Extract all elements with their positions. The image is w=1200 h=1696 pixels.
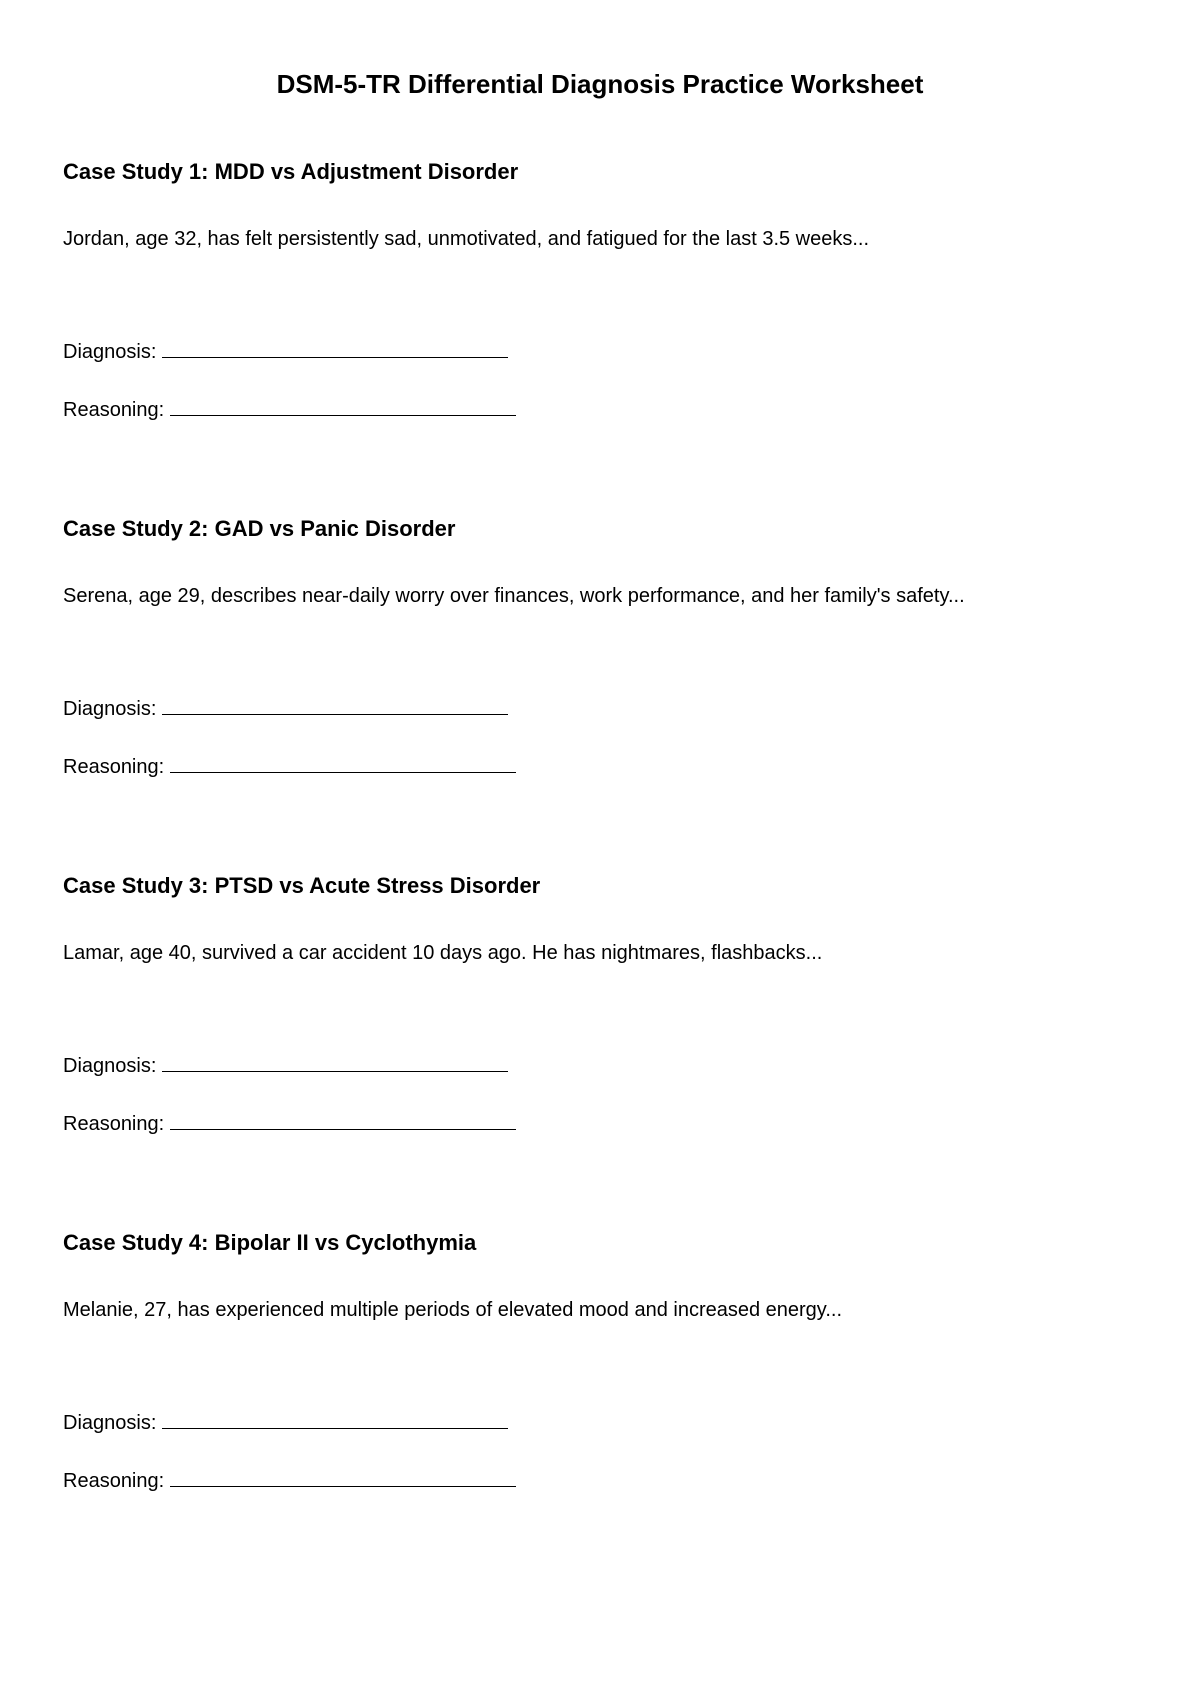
case-description: Lamar, age 40, survived a car accident 10 days ago. He has nightmares, flashbacks... bbox=[63, 942, 823, 964]
reasoning-row bbox=[63, 1111, 516, 1137]
diagnosis-label: Diagnosis: bbox=[63, 698, 157, 720]
reasoning-row bbox=[63, 1468, 516, 1494]
diagnosis-label: Diagnosis: bbox=[63, 341, 157, 363]
reasoning-blank[interactable] bbox=[170, 1468, 516, 1487]
case-heading: Case Study 2: GAD vs Panic Disorder bbox=[63, 516, 456, 541]
case-description: Serena, age 29, describes near-daily worry over finances, work performance, and her family's safety... bbox=[63, 585, 965, 607]
case-heading: Case Study 4: Bipolar II vs Cyclothymia bbox=[63, 1230, 477, 1255]
diagnosis-row bbox=[63, 696, 508, 722]
case-heading: Case Study 3: PTSD vs Acute Stress Disorder bbox=[63, 873, 541, 898]
reasoning-label: Reasoning: bbox=[63, 399, 165, 421]
page-title: DSM-5-TR Differential Diagnosis Practice Worksheet bbox=[276, 69, 924, 99]
reasoning-label: Reasoning: bbox=[63, 1113, 165, 1135]
reasoning-blank[interactable] bbox=[170, 397, 516, 416]
reasoning-row bbox=[63, 397, 516, 423]
reasoning-row bbox=[63, 754, 516, 780]
reasoning-blank[interactable] bbox=[170, 754, 516, 773]
diagnosis-label: Diagnosis: bbox=[63, 1412, 157, 1434]
reasoning-label: Reasoning: bbox=[63, 756, 165, 778]
reasoning-blank[interactable] bbox=[170, 1111, 516, 1130]
case-description: Melanie, 27, has experienced multiple periods of elevated mood and increased energy... bbox=[63, 1299, 842, 1321]
diagnosis-row bbox=[63, 1053, 508, 1079]
diagnosis-blank[interactable] bbox=[162, 339, 508, 358]
diagnosis-row bbox=[63, 339, 508, 365]
diagnosis-blank[interactable] bbox=[162, 1410, 508, 1429]
diagnosis-row bbox=[63, 1410, 508, 1436]
reasoning-label: Reasoning: bbox=[63, 1470, 165, 1492]
case-heading: Case Study 1: MDD vs Adjustment Disorder bbox=[63, 159, 519, 184]
diagnosis-blank[interactable] bbox=[162, 696, 508, 715]
diagnosis-label: Diagnosis: bbox=[63, 1055, 157, 1077]
case-description: Jordan, age 32, has felt persistently sad, unmotivated, and fatigued for the last 3.5 weeks... bbox=[63, 228, 870, 250]
diagnosis-blank[interactable] bbox=[162, 1053, 508, 1072]
